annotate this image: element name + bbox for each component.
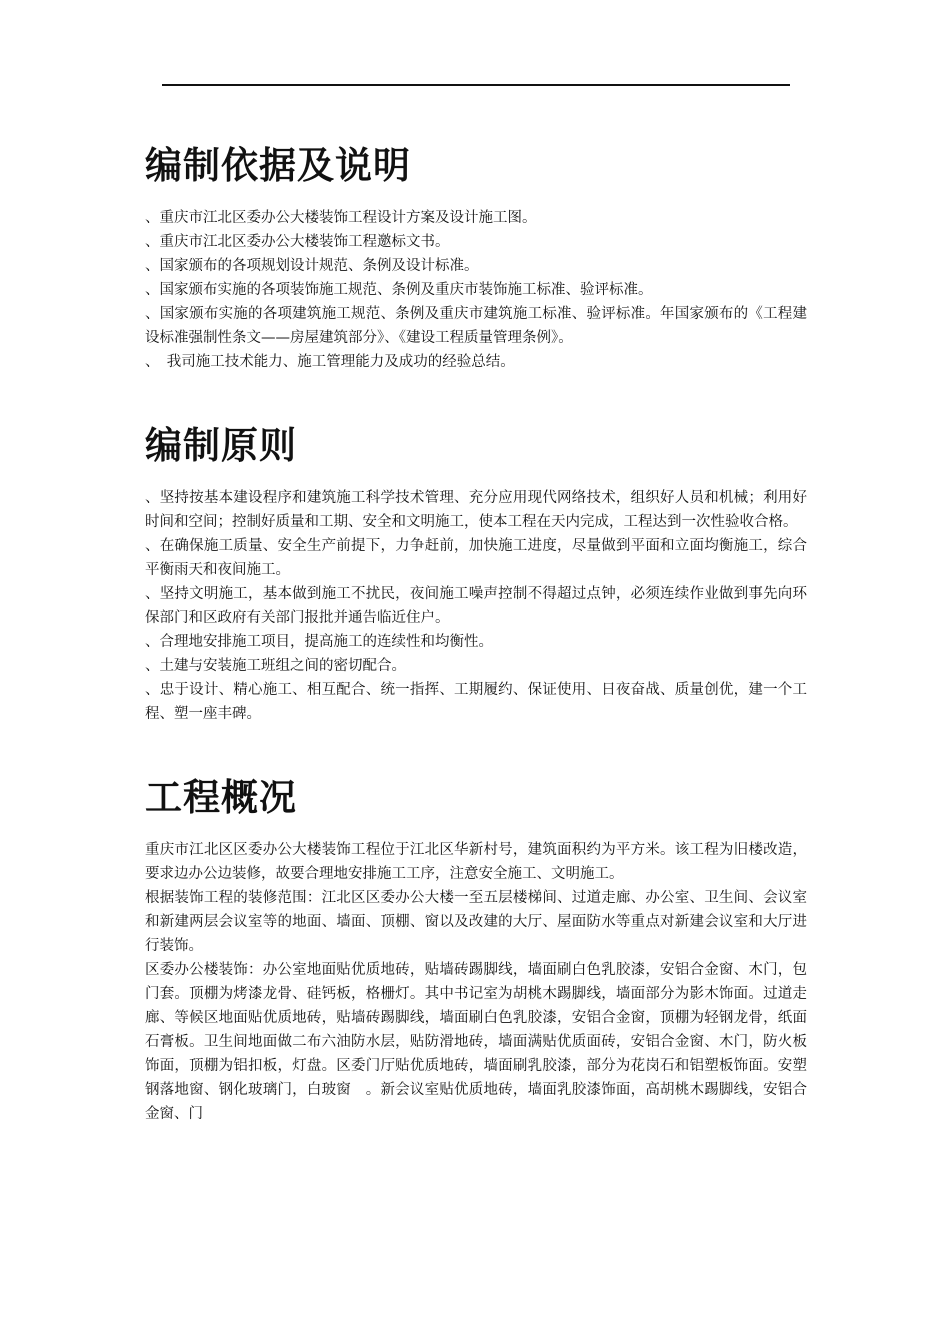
header-rule (162, 84, 790, 86)
paragraph: 、在确保施工质量、安全生产前提下，力争赶前，加快施工进度，尽量做到平面和立面均衡施工，综合平衡雨天和夜间施工。 (145, 538, 807, 578)
paragraph: 、 我司施工技术能力、施工管理能力及成功的经验总结。 (145, 354, 515, 370)
paragraph: 、国家颁布实施的各项装饰施工规范、条例及重庆市装饰施工标准、验评标准。 (145, 282, 653, 298)
paragraph: 区委办公楼装饰：办公室地面贴优质地砖，贴墙砖踢脚线，墙面刷白色乳胶漆，安铝合金窗、木门，包门套。顶棚为烤漆龙骨、硅钙板，格栅灯。其中书记室为胡桃木踢脚线，墙面部分为影木饰面。过道走廊、等候区地面贴优质地砖，贴墙砖踢脚线，墙面刷白色乳胶漆，安铝合金窗，顶棚为轻钢龙骨，纸面石膏板。卫生间地面做二布六油防水层，贴防滑地砖，墙面满贴优质面砖，安铝合金窗、木门，防火板饰面，顶棚为铝扣板，灯盘。区委门厅贴优质地砖，墙面刷乳胶漆，部分为花岗石和铝塑板饰面。安塑钢落地窗、钢化玻璃门，白玻窗 。新会议室贴优质地砖，墙面乳胶漆饰面，高胡桃木踢脚线，安铝合金窗、门 (145, 962, 807, 1122)
section-title: 编制依据及说明 (145, 144, 411, 187)
section-basis (145, 140, 807, 374)
section-title: 工程概况 (145, 776, 297, 819)
document-body (145, 140, 807, 1172)
paragraph: 重庆市江北区区委办公大楼装饰工程位于江北区华新村号，建筑面积约为平方米。该工程为旧楼改造，要求边办公边装修，故要合理地安排施工工序，注意安全施工、文明施工。 (145, 842, 807, 882)
paragraph: 、国家颁布的各项规划设计规范、条例及设计标准。 (145, 258, 479, 274)
paragraph: 、重庆市江北区委办公大楼装饰工程邀标文书。 (145, 234, 450, 250)
section-overview (145, 772, 807, 1126)
paragraph: 、国家颁布实施的各项建筑施工规范、条例及重庆市建筑施工标准、验评标准。年国家颁布的《工程建设标准强制性条文——房屋建筑部分》、《建设工程质量管理条例》。 (145, 306, 807, 346)
paragraph: 、坚持按基本建设程序和建筑施工科学技术管理、充分应用现代网络技术，组织好人员和机械；利用好时间和空间；控制好质量和工期、安全和文明施工，使本工程在天内完成，工程达到一次性验收合格。 (145, 490, 807, 530)
paragraph: 、土建与安装施工班组之间的密切配合。 (145, 658, 406, 674)
section-title: 编制原则 (145, 424, 297, 467)
paragraph: 、忠于设计、精心施工、相互配合、统一指挥、工期履约、保证使用、日夜奋战、质量创优，建一个工程、塑一座丰碑。 (145, 682, 807, 722)
paragraph: 根据装饰工程的装修范围：江北区区委办公大楼一至五层楼梯间、过道走廊、办公室、卫生间、会议室和新建两层会议室等的地面、墙面、顶棚、窗以及改建的大厅、屋面防水等重点对新建会议室和大厅进行装饰。 (145, 890, 807, 954)
paragraph: 、重庆市江北区委办公大楼装饰工程设计方案及设计施工图。 (145, 210, 537, 226)
paragraph: 、坚持文明施工，基本做到施工不扰民，夜间施工噪声控制不得超过点钟，必须连续作业做到事先向环保部门和区政府有关部门报批并通告临近住户。 (145, 586, 807, 626)
section-principles (145, 420, 807, 726)
paragraph: 、合理地安排施工项目，提高施工的连续性和均衡性。 (145, 634, 493, 650)
